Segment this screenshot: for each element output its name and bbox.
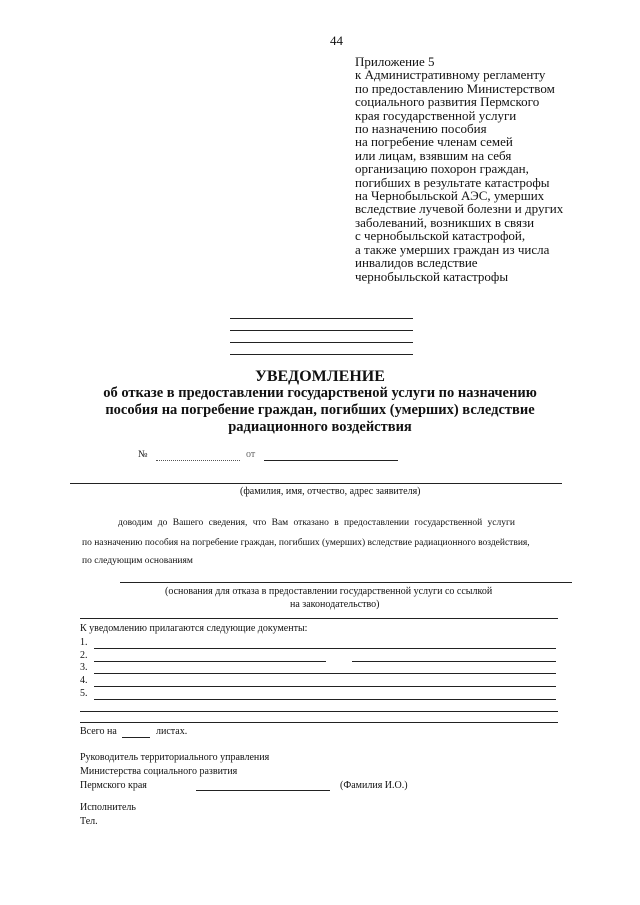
- grounds-caption-1: (основания для отказа в предоставлении государственной услуги со ссылкой: [165, 586, 493, 597]
- attachment-line-6[interactable]: [80, 711, 558, 712]
- appendix-line: края государственной услуги: [355, 107, 517, 123]
- attachment-line-2b[interactable]: [352, 661, 556, 662]
- document-title: [60, 368, 580, 436]
- number-label: №: [138, 449, 148, 460]
- appendix-line: вследствие лучевой болезни и других: [355, 201, 564, 217]
- name-caption: (Фамилия И.О.): [340, 780, 408, 791]
- appendix-line: Приложение 5: [355, 54, 435, 69]
- appendix-line: а также умерших граждан из числа: [355, 241, 550, 257]
- addressee-line-4[interactable]: [230, 354, 413, 355]
- appendix-line: на погребение членам семей: [355, 134, 513, 150]
- body-line-1: доводим до Вашего сведения, что Вам отказано в предоставлении государственной услуги: [118, 518, 515, 528]
- body-line-3: по следующим основаниям: [82, 556, 193, 566]
- total-suffix: листах.: [156, 726, 188, 737]
- attachment-line-2[interactable]: [94, 661, 326, 662]
- appendix-line: с чернобыльской катастрофой,: [355, 228, 526, 244]
- attachment-line-1[interactable]: [94, 648, 556, 649]
- signature-line-1: Руководитель территориального управления: [80, 752, 270, 763]
- appendix-line: по назначению пособия: [355, 121, 487, 137]
- grounds-field-2[interactable]: [80, 618, 558, 619]
- addressee-line-1[interactable]: [230, 318, 413, 319]
- attachment-line-7[interactable]: [80, 722, 558, 723]
- applicant-field[interactable]: [70, 483, 562, 484]
- applicant-caption: (фамилия, имя, отчество, адрес заявителя): [240, 486, 421, 497]
- appendix-line: по предоставлению Министерством: [355, 80, 555, 96]
- signature-line-2: Министерства социального развития: [80, 766, 238, 777]
- attachment-number-5: 5.: [80, 688, 88, 699]
- appendix-header: [355, 55, 625, 283]
- attachment-line-4[interactable]: [94, 686, 556, 687]
- signature-field[interactable]: [196, 790, 330, 791]
- page-number: 44: [330, 33, 343, 48]
- number-field[interactable]: [156, 460, 240, 461]
- executor-label: Исполнитель: [80, 802, 136, 813]
- appendix-line: к Административному регламенту: [355, 67, 546, 83]
- date-field[interactable]: [264, 460, 398, 461]
- attachment-number-2: 2.: [80, 650, 88, 661]
- date-label: от: [246, 449, 256, 460]
- attachment-line-3[interactable]: [94, 673, 556, 674]
- addressee-line-2[interactable]: [230, 330, 413, 331]
- title-heading: УВЕДОМЛЕНИЕ: [255, 368, 385, 385]
- attachment-number-1: 1.: [80, 637, 88, 648]
- body-line-2: по назначению пособия на погребение граждан, погибших (умерших) вследствие радиационного воздействия,: [82, 538, 530, 548]
- appendix-line: на Чернобыльской АЭС, умерших: [355, 188, 545, 204]
- attachment-number-4: 4.: [80, 675, 88, 686]
- appendix-line: чернобыльской катастрофы: [355, 268, 509, 284]
- title-line-1: об отказе в предоставлении государственой услуги по назначению: [103, 385, 537, 401]
- appendix-line: заболеваний, возникших в связи: [355, 214, 535, 230]
- addressee-line-3[interactable]: [230, 342, 413, 343]
- total-sheets-field[interactable]: [122, 737, 150, 738]
- title-line-2: пособия на погребение граждан, погибших (умерших) вследствие: [105, 402, 535, 418]
- appendix-line: социального развития Пермского: [355, 94, 540, 110]
- appendix-line: инвалидов вследствие: [355, 255, 478, 271]
- attachment-line-5[interactable]: [94, 699, 556, 700]
- signature-line-3: Пермского края: [80, 780, 147, 791]
- attachment-number-3: 3.: [80, 662, 88, 673]
- total-prefix: Всего на: [80, 726, 117, 737]
- attachments-label: К уведомлению прилагаются следующие документы:: [80, 623, 308, 634]
- appendix-line: организацию похорон граждан,: [355, 161, 529, 177]
- grounds-caption-2: на законодательство): [290, 599, 380, 610]
- grounds-field[interactable]: [120, 582, 572, 583]
- title-line-3: радиационного воздействия: [228, 419, 412, 435]
- appendix-line: или лицам, взявшим на себя: [355, 147, 512, 163]
- appendix-line: погибших в результате катастрофы: [355, 174, 550, 190]
- phone-label: Тел.: [80, 816, 98, 827]
